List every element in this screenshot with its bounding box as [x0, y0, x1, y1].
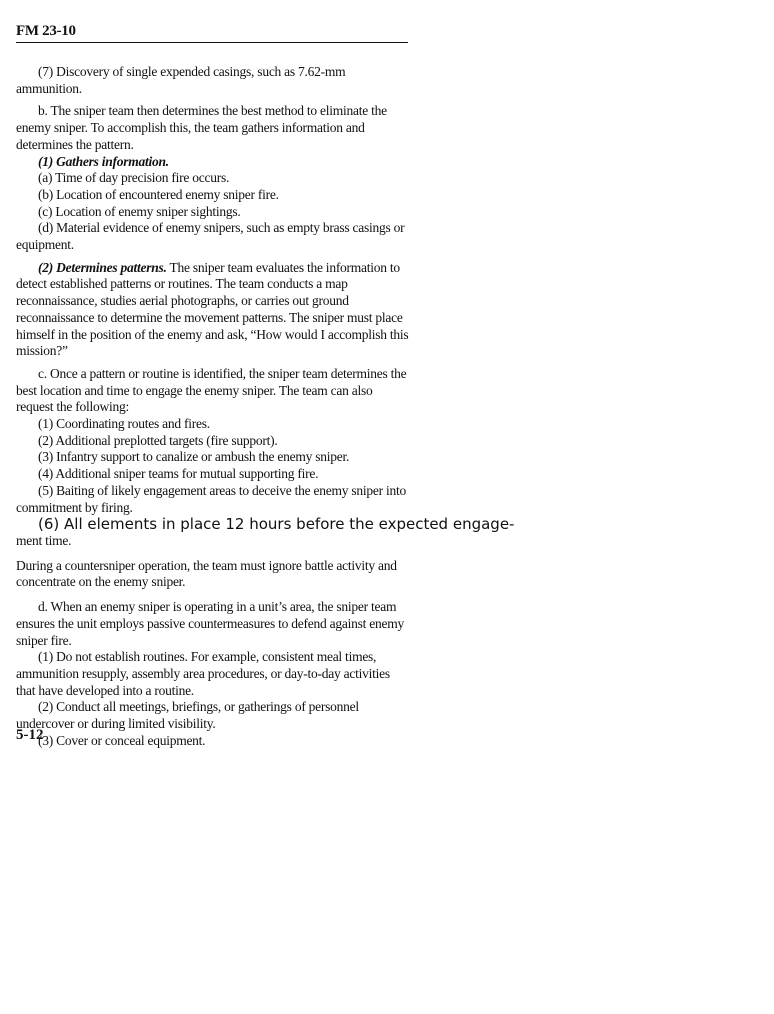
paragraph: (7) Discovery of single expended casings, such as 7.62-mm ammunition. — [16, 64, 346, 96]
list-item: (4) Additional sniper teams for mutual supporting fire. — [38, 466, 319, 482]
paragraph: c. Once a pattern or routine is identified, the sniper team determines the best location and time to engage the enemy sniper. The team can also request the following: — [16, 365, 407, 415]
list-item-continuation: ment time. — [16, 532, 72, 548]
paragraph-text: The sniper team evaluates the information to detect established patterns or routines. The team conducts a map reconnaissance, studies aerial photographs, or carries out ground reconnaissance to determine the movement patterns. The sniper must place himself in the position of the enemy and ask, “How would I accomplish this mission?” — [16, 259, 409, 359]
list-item: (6) All elements in place 12 hours before the expected engage- — [38, 515, 515, 534]
list-item: (2) Conduct all meetings, briefings, or gatherings of personnel undercover or during limited visibility. — [16, 699, 359, 732]
list-item: (c) Location of enemy sniper sightings. — [38, 203, 241, 219]
list-item: (3) Cover or conceal equipment. — [38, 732, 206, 748]
paragraph: b. The sniper team then determines the best method to eliminate the enemy sniper. To accomplish this, the team gathers information and determines the pattern. — [16, 103, 387, 152]
list-item: (a) Time of day precision fire occurs. — [38, 170, 230, 186]
list-item: (5) Baiting of likely engagement areas to deceive the enemy sniper into commitment by firing. — [16, 482, 406, 515]
list-item: (b) Location of encountered enemy sniper fire. — [38, 186, 279, 202]
list-item: (d) Material evidence of enemy snipers, such as empty brass casings or equipment. — [16, 220, 405, 253]
list-item: (2) Additional preplotted targets (fire support). — [38, 432, 278, 448]
page-number: 5-12 — [16, 727, 44, 743]
paragraph: During a countersniper operation, the team must ignore battle activity and concentrate on the enemy sniper. — [16, 557, 397, 590]
paragraph — [16, 260, 412, 360]
paragraph: d. When an enemy sniper is operating in a unit’s area, the sniper team ensures the unit employs passive countermeasures to defend against enemy sniper fire. — [16, 599, 405, 648]
page-header — [16, 22, 408, 43]
list-item: (1) Do not establish routines. For example, consistent meal times, ammunition resupply, assembly area procedures, or day-to-day activities that have developed into a routine. — [16, 649, 390, 698]
inline-heading: (2) Determines patterns. — [38, 259, 167, 275]
page-body — [16, 64, 515, 749]
subheading: (1) Gathers information. — [38, 153, 169, 169]
document-id: FM 23-10 — [16, 23, 76, 39]
list-item: (3) Infantry support to canalize or ambush the enemy sniper. — [38, 449, 350, 465]
list-item: (1) Coordinating routes and fires. — [38, 416, 210, 432]
